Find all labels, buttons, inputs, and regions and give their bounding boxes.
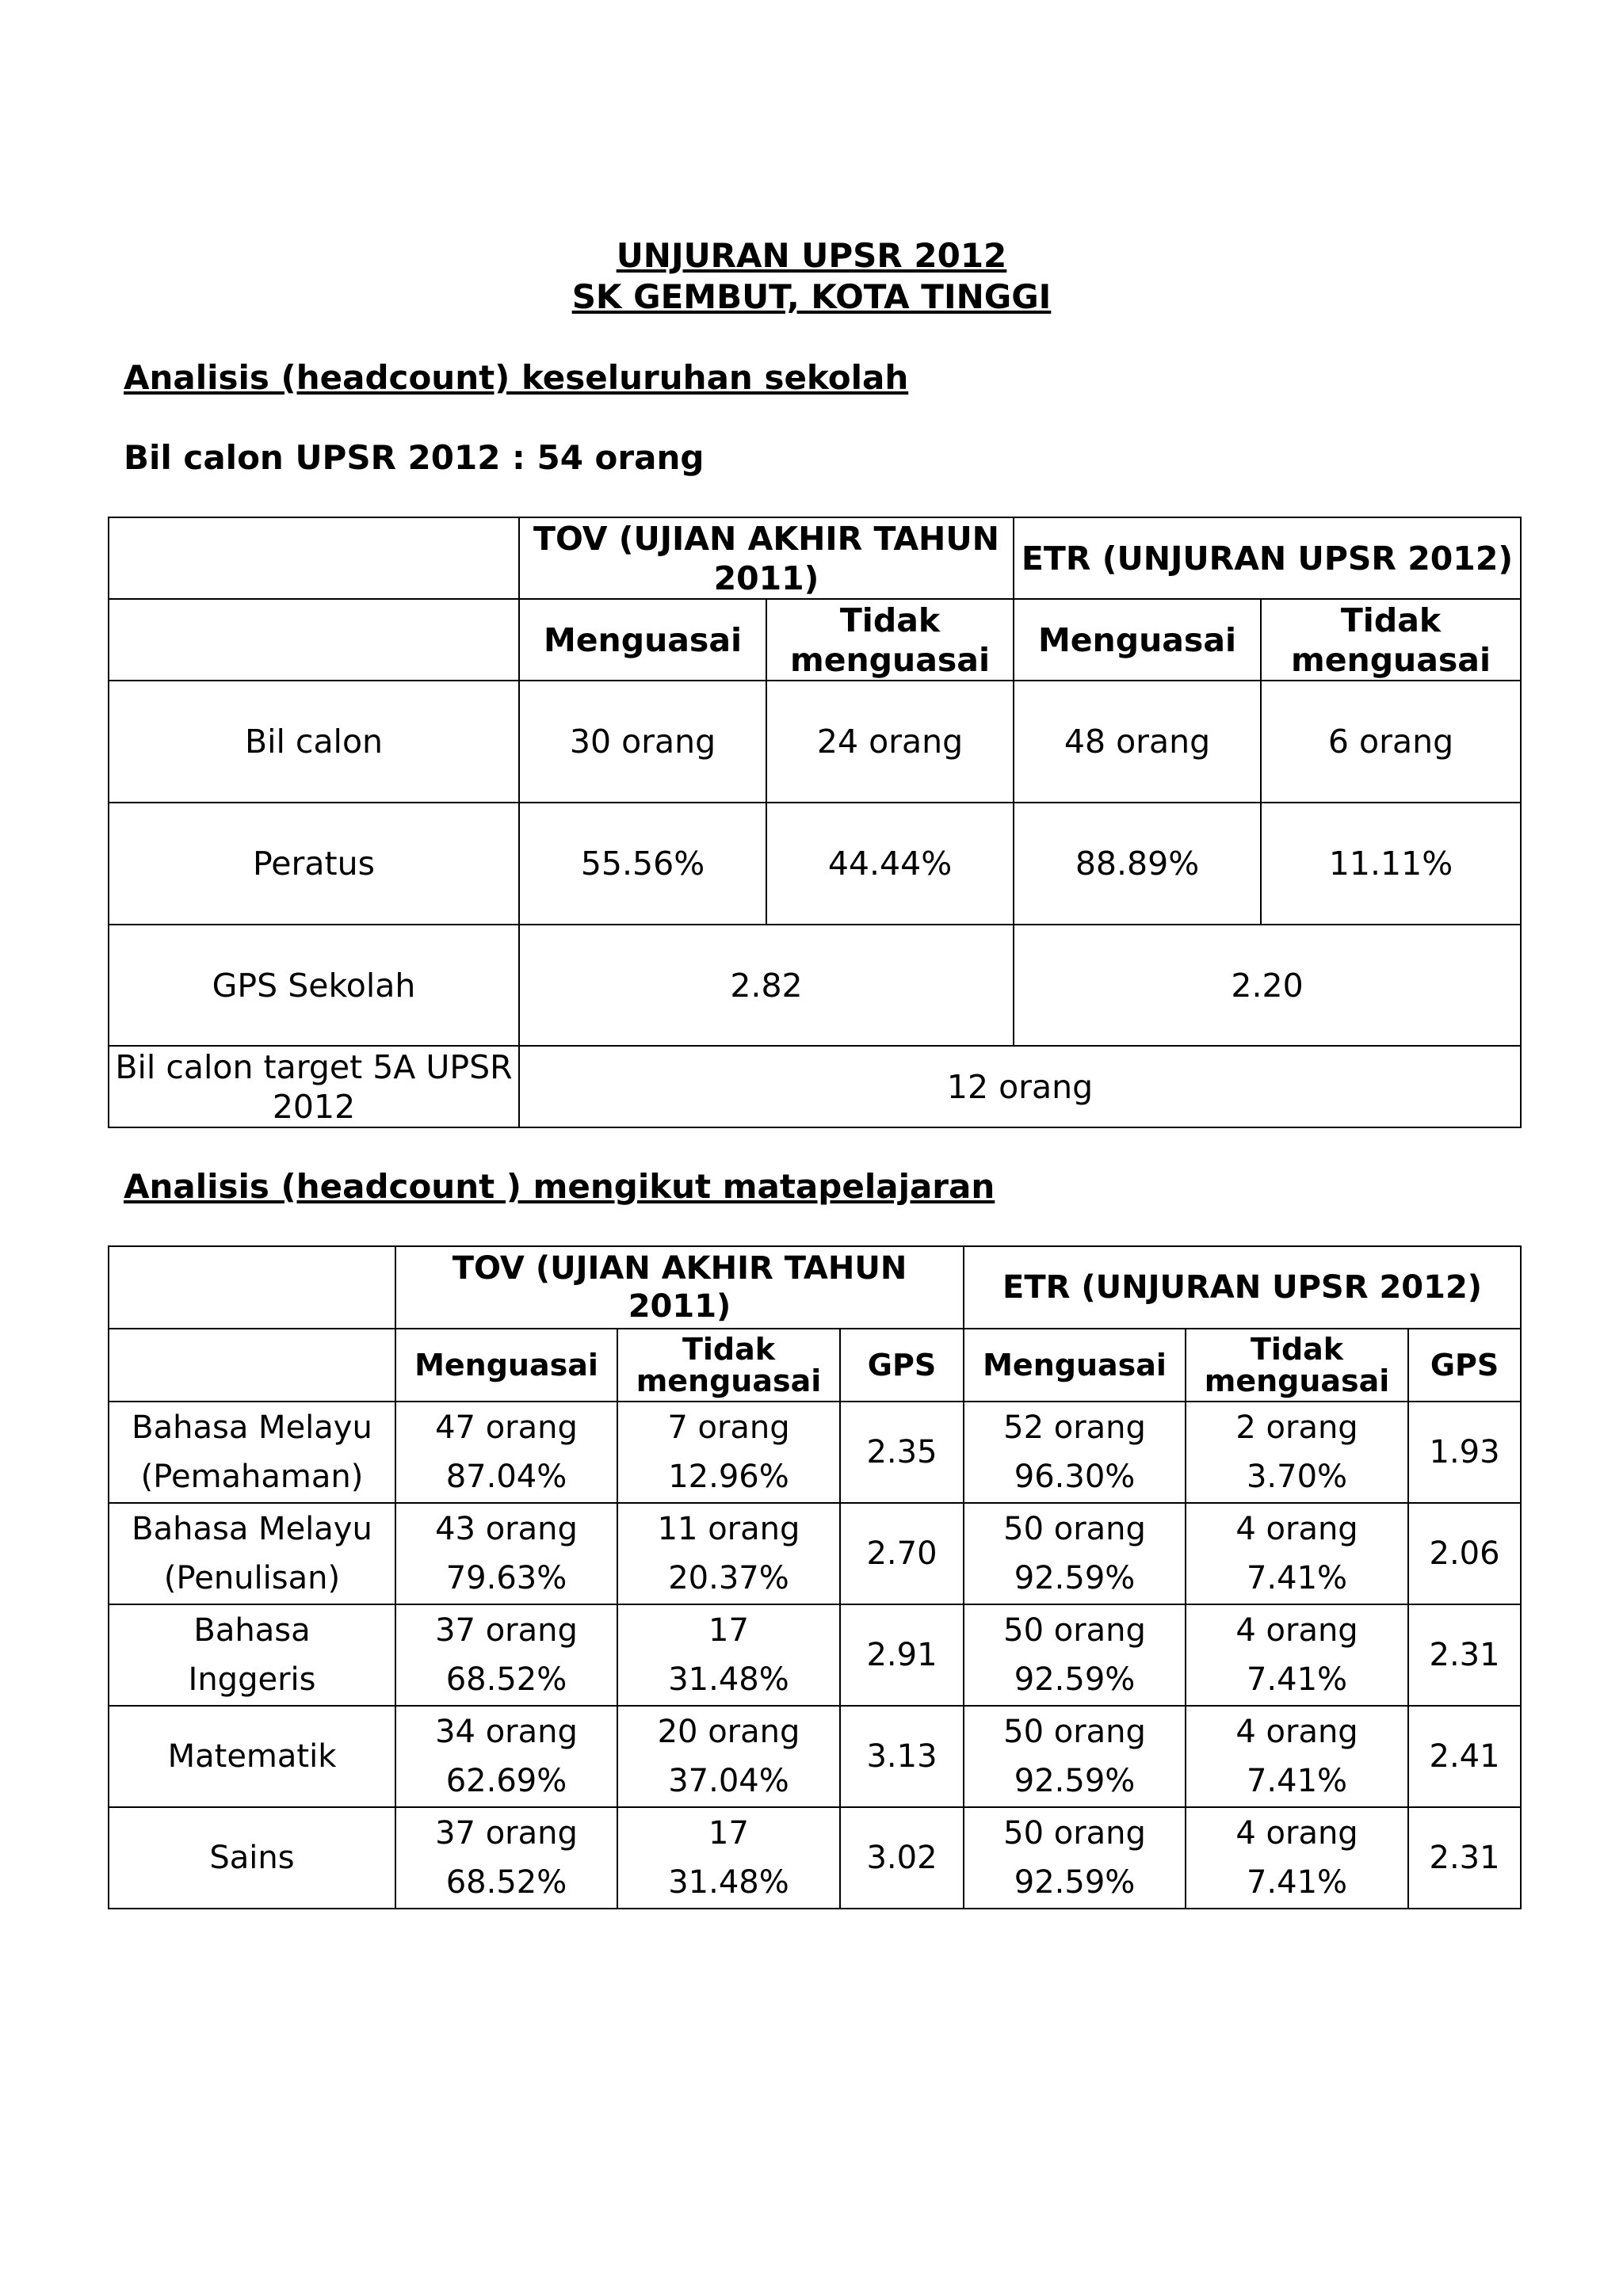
etr-tidak-menguasai-cell-line: 2 orang <box>1235 1409 1358 1446</box>
subject-name <box>109 1503 395 1604</box>
tov-menguasai-cell <box>395 1503 617 1604</box>
etr-gps-cell: 2.31 <box>1408 1807 1521 1909</box>
etr-tidak-menguasai-cell-line: 7.41% <box>1246 1864 1348 1901</box>
etr-tidak-menguasai-cell <box>1186 1402 1408 1503</box>
document-title-line-1: UNJURAN UPSR 2012 <box>616 236 1007 275</box>
subject-name-line: (Penulisan) <box>163 1560 341 1596</box>
etr-tidak-menguasai-cell-line: 7.41% <box>1246 1560 1348 1596</box>
etr-tidak-menguasai-cell <box>1186 1807 1408 1909</box>
table1-target-value: 12 orang <box>519 1046 1521 1127</box>
etr-tidak-menguasai-cell-line: 4 orang <box>1235 1714 1358 1750</box>
table1-tov-menguasai-header: Menguasai <box>519 599 766 681</box>
table2-subject-row <box>109 1604 1521 1706</box>
tov-tidak-menguasai-cell-line: 31.48% <box>668 1661 789 1698</box>
table1-cell: 11.11% <box>1261 803 1521 925</box>
tov-tidak-menguasai-cell-line: 20.37% <box>668 1560 789 1596</box>
tov-menguasai-cell-line: 68.52% <box>445 1864 567 1901</box>
etr-tidak-menguasai-cell-line: 7.41% <box>1246 1661 1348 1698</box>
etr-tidak-menguasai-cell-line: 3.70% <box>1246 1459 1348 1495</box>
tov-gps-cell: 2.35 <box>840 1402 964 1503</box>
etr-menguasai-cell-line: 50 orang <box>1003 1714 1146 1750</box>
table1-cell: 55.56% <box>519 803 766 925</box>
etr-menguasai-cell-line: 50 orang <box>1003 1511 1146 1547</box>
etr-tidak-menguasai-cell-line: 7.41% <box>1246 1763 1348 1799</box>
tov-menguasai-cell <box>395 1807 617 1909</box>
subject-name-line: (Pemahaman) <box>140 1459 364 1495</box>
subject-name <box>109 1604 395 1706</box>
etr-gps-cell: 2.41 <box>1408 1706 1521 1807</box>
table1-cell: 30 orang <box>519 681 766 803</box>
etr-tidak-menguasai-cell-line: 4 orang <box>1235 1815 1358 1852</box>
table2-empty-subheader <box>109 1329 395 1402</box>
tov-tidak-menguasai-cell-line: 31.48% <box>668 1864 789 1901</box>
subject-name-line: Bahasa <box>193 1612 311 1649</box>
table2-etr-gps-header: GPS <box>1408 1329 1521 1402</box>
tov-tidak-menguasai-cell-line: 11 orang <box>657 1511 800 1547</box>
table1-etr-tidak-header: Tidak menguasai <box>1261 599 1521 681</box>
tov-tidak-menguasai-cell <box>617 1807 840 1909</box>
table2-subject-row <box>109 1402 1521 1503</box>
etr-menguasai-cell <box>964 1604 1186 1706</box>
etr-menguasai-cell-line: 92.59% <box>1014 1864 1136 1901</box>
table1-row-label: Peratus <box>109 803 519 925</box>
etr-gps-cell: 2.31 <box>1408 1604 1521 1706</box>
tov-tidak-menguasai-cell-line: 20 orang <box>657 1714 800 1750</box>
candidates-count-line: Bil calon UPSR 2012 : 54 orang <box>124 438 705 477</box>
table1-etr-header: ETR (UNJURAN UPSR 2012) <box>1014 517 1521 599</box>
tov-menguasai-cell <box>395 1402 617 1503</box>
table2-etr-header: ETR (UNJURAN UPSR 2012) <box>964 1246 1521 1329</box>
subject-name-line: Sains <box>209 1840 295 1876</box>
document-title-line-2: SK GEMBUT, KOTA TINGGI <box>571 277 1052 316</box>
table1-gps-etr: 2.20 <box>1014 925 1521 1046</box>
etr-menguasai-cell <box>964 1706 1186 1807</box>
table1-etr-menguasai-header: Menguasai <box>1014 599 1261 681</box>
table1-tov-tidak-header: Tidak menguasai <box>766 599 1014 681</box>
etr-menguasai-cell <box>964 1807 1186 1909</box>
etr-menguasai-cell-line: 92.59% <box>1014 1560 1136 1596</box>
etr-menguasai-cell-line: 96.30% <box>1014 1459 1136 1495</box>
table1-gps-tov: 2.82 <box>519 925 1014 1046</box>
tov-menguasai-cell-line: 62.69% <box>445 1763 567 1799</box>
tov-tidak-menguasai-cell-line: 12.96% <box>668 1459 789 1495</box>
tov-tidak-menguasai-cell <box>617 1706 840 1807</box>
table2-etr-menguasai-header: Menguasai <box>964 1329 1186 1402</box>
tov-tidak-menguasai-cell <box>617 1503 840 1604</box>
table1-cell: 48 orang <box>1014 681 1261 803</box>
table1-target-label: Bil calon target 5A UPSR 2012 <box>109 1046 519 1127</box>
etr-tidak-menguasai-cell <box>1186 1706 1408 1807</box>
tov-menguasai-cell-line: 34 orang <box>435 1714 578 1750</box>
etr-menguasai-cell <box>964 1402 1186 1503</box>
subject-name <box>109 1807 395 1909</box>
subject-name <box>109 1706 395 1807</box>
tov-tidak-menguasai-cell-line: 17 <box>708 1815 749 1852</box>
table2-subject-rows <box>109 1402 1521 1909</box>
table2-tov-gps-header: GPS <box>840 1329 964 1402</box>
tov-gps-cell: 2.91 <box>840 1604 964 1706</box>
etr-gps-cell: 1.93 <box>1408 1402 1521 1503</box>
subject-name-line: Bahasa Melayu <box>132 1511 372 1547</box>
table2-subject-row <box>109 1503 1521 1604</box>
tov-gps-cell: 2.70 <box>840 1503 964 1604</box>
table2-subject-row <box>109 1807 1521 1909</box>
table1-cell: 6 orang <box>1261 681 1521 803</box>
table2-subject-row <box>109 1706 1521 1807</box>
etr-menguasai-cell-line: 92.59% <box>1014 1763 1136 1799</box>
tov-menguasai-cell-line: 37 orang <box>435 1612 578 1649</box>
tov-gps-cell: 3.02 <box>840 1807 964 1909</box>
etr-menguasai-cell-line: 92.59% <box>1014 1661 1136 1698</box>
tov-menguasai-cell-line: 43 orang <box>435 1511 578 1547</box>
overall-analysis-table <box>108 517 1522 1128</box>
table1-empty-subheader <box>109 599 519 681</box>
table1-empty-corner <box>109 517 519 599</box>
subject-name <box>109 1402 395 1503</box>
etr-tidak-menguasai-cell-line: 4 orang <box>1235 1511 1358 1547</box>
table2-etr-tidak-header: Tidak menguasai <box>1186 1329 1408 1402</box>
table1-row-label: Bil calon <box>109 681 519 803</box>
tov-menguasai-cell-line: 79.63% <box>445 1560 567 1596</box>
tov-tidak-menguasai-cell-line: 37.04% <box>668 1763 789 1799</box>
etr-tidak-menguasai-cell <box>1186 1604 1408 1706</box>
table2-tov-tidak-header: Tidak menguasai <box>617 1329 840 1402</box>
etr-gps-cell: 2.06 <box>1408 1503 1521 1604</box>
tov-tidak-menguasai-cell <box>617 1604 840 1706</box>
subject-name-line: Bahasa Melayu <box>132 1409 372 1446</box>
etr-tidak-menguasai-cell <box>1186 1503 1408 1604</box>
table1-cell: 44.44% <box>766 803 1014 925</box>
section-heading-overall: Analisis (headcount) keseluruhan sekolah <box>124 358 909 397</box>
tov-tidak-menguasai-cell <box>617 1402 840 1503</box>
subject-analysis-table <box>108 1245 1522 1909</box>
tov-gps-cell: 3.13 <box>840 1706 964 1807</box>
etr-menguasai-cell-line: 50 orang <box>1003 1815 1146 1852</box>
etr-menguasai-cell-line: 52 orang <box>1003 1409 1146 1446</box>
table2-tov-header: TOV (UJIAN AKHIR TAHUN 2011) <box>395 1246 964 1329</box>
table1-cell: 88.89% <box>1014 803 1261 925</box>
table1-tov-header: TOV (UJIAN AKHIR TAHUN 2011) <box>519 517 1014 599</box>
tov-menguasai-cell <box>395 1604 617 1706</box>
etr-menguasai-cell-line: 50 orang <box>1003 1612 1146 1649</box>
subject-name-line: Matematik <box>167 1738 337 1775</box>
etr-menguasai-cell <box>964 1503 1186 1604</box>
tov-menguasai-cell-line: 68.52% <box>445 1661 567 1698</box>
tov-menguasai-cell-line: 87.04% <box>445 1459 567 1495</box>
tov-menguasai-cell <box>395 1706 617 1807</box>
tov-menguasai-cell-line: 37 orang <box>435 1815 578 1852</box>
subject-name-line: Inggeris <box>188 1661 316 1698</box>
tov-menguasai-cell-line: 47 orang <box>435 1409 578 1446</box>
table1-gps-label: GPS Sekolah <box>109 925 519 1046</box>
tov-tidak-menguasai-cell-line: 7 orang <box>667 1409 790 1446</box>
etr-tidak-menguasai-cell-line: 4 orang <box>1235 1612 1358 1649</box>
table2-tov-menguasai-header: Menguasai <box>395 1329 617 1402</box>
section-heading-subjects: Analisis (headcount ) mengikut matapelajaran <box>124 1167 995 1206</box>
table2-empty-corner <box>109 1246 395 1329</box>
tov-tidak-menguasai-cell-line: 17 <box>708 1612 749 1649</box>
table1-cell: 24 orang <box>766 681 1014 803</box>
